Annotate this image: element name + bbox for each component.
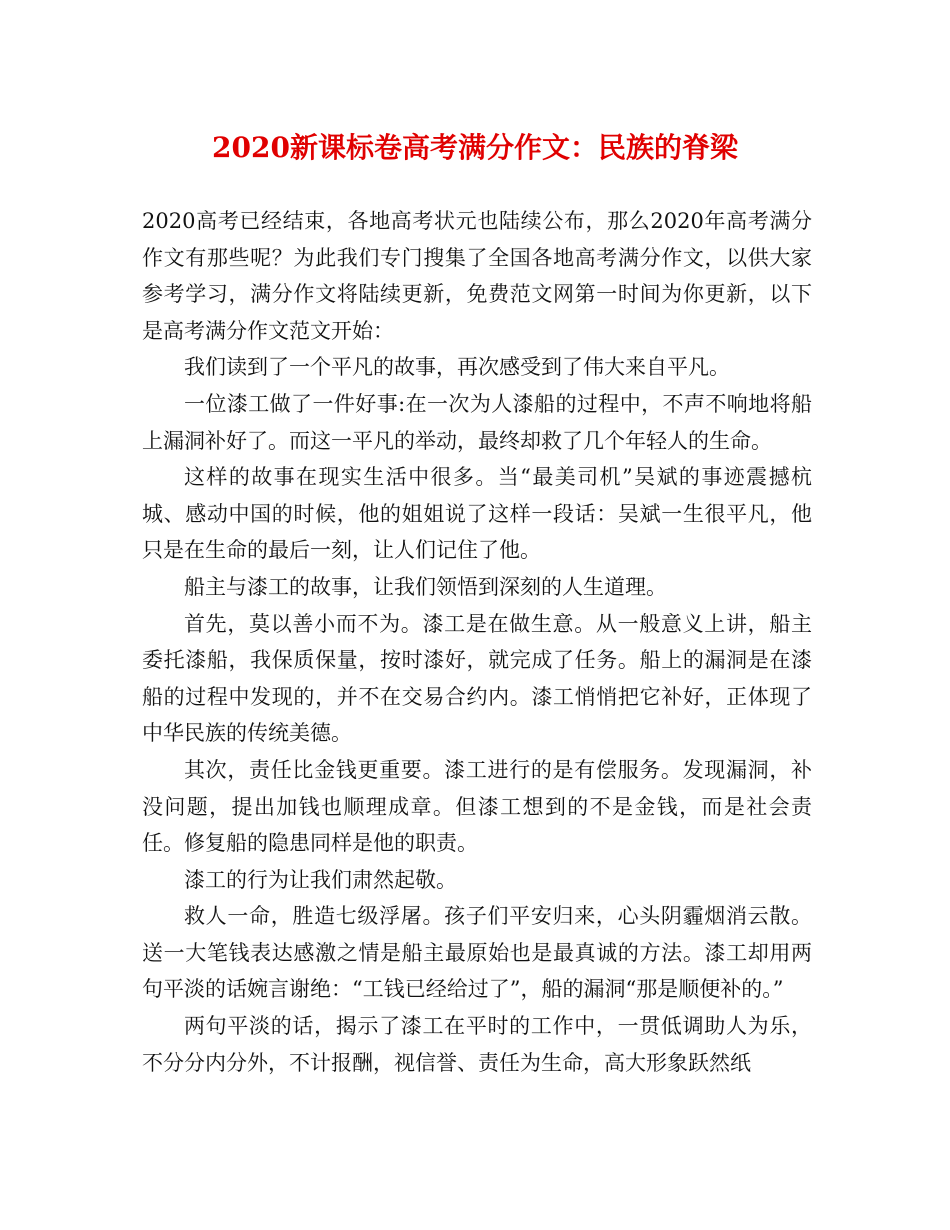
body-paragraph: 我们读到了一个平凡的故事，再次感受到了伟大来自平凡。: [184, 355, 730, 380]
document-title: 2020新课标卷高考满分作文：民族的脊梁: [212, 131, 738, 164]
body-paragraph: 首先，莫以善小而不为。漆工是在做生意。从一般意义上讲，船主委托漆船，我保质保量，按时漆好，就完成了任务。船上的漏洞是在漆船的过程中发现的，并不在交易合约内。漆工悄悄把它补好，正体现了中华民族的传统美德。: [142, 611, 812, 746]
body-paragraph: 漆工的行为让我们肃然起敬。: [184, 867, 457, 892]
document-body: [142, 203, 812, 1081]
body-paragraph: 一位漆工做了一件好事:在一次为人漆船的过程中，不声不响地将船上漏洞补好了。而这一平凡的举动，最终却救了几个年轻人的生命。: [142, 391, 812, 453]
body-paragraph: 这样的故事在现实生活中很多。当“最美司机”吴斌的事迹震撼杭城、感动中国的时候，他的姐姐说了这样一段话：吴斌一生很平凡，他只是在生命的最后一刻，让人们记住了他。: [142, 465, 812, 563]
body-paragraph: 两句平淡的话，揭示了漆工在平时的工作中，一贯低调助人为乐，不分分内分外，不计报酬，视信誉、责任为生命，高大形象跃然纸: [142, 1014, 812, 1075]
body-paragraph: 救人一命，胜造七级浮屠。孩子们平安归来，心头阴霾烟消云散。送一大笔钱表达感激之情是船主最原始也是最真诚的方法。漆工却用两句平淡的话婉言谢绝：“工钱已经给过了”，船的漏洞“那是顺便补的。”: [142, 904, 812, 1002]
body-paragraph: 船主与漆工的故事，让我们领悟到深刻的人生道理。: [184, 574, 667, 599]
body-paragraph: 其次，责任比金钱更重要。漆工进行的是有偿服务。发现漏洞，补没问题，提出加钱也顺理成章。但漆工想到的不是金钱，而是社会责任。修复船的隐患同样是他的职责。: [142, 757, 812, 856]
intro-paragraph: 2020高考已经结束，各地高考状元也陆续公布，那么2020年高考满分作文有那些呢？为此我们专门搜集了全国各地高考满分作文，以供大家参考学习，满分作文将陆续更新，免费范文网第一时间为你更新，以下是高考满分作文范文开始：: [142, 209, 812, 343]
